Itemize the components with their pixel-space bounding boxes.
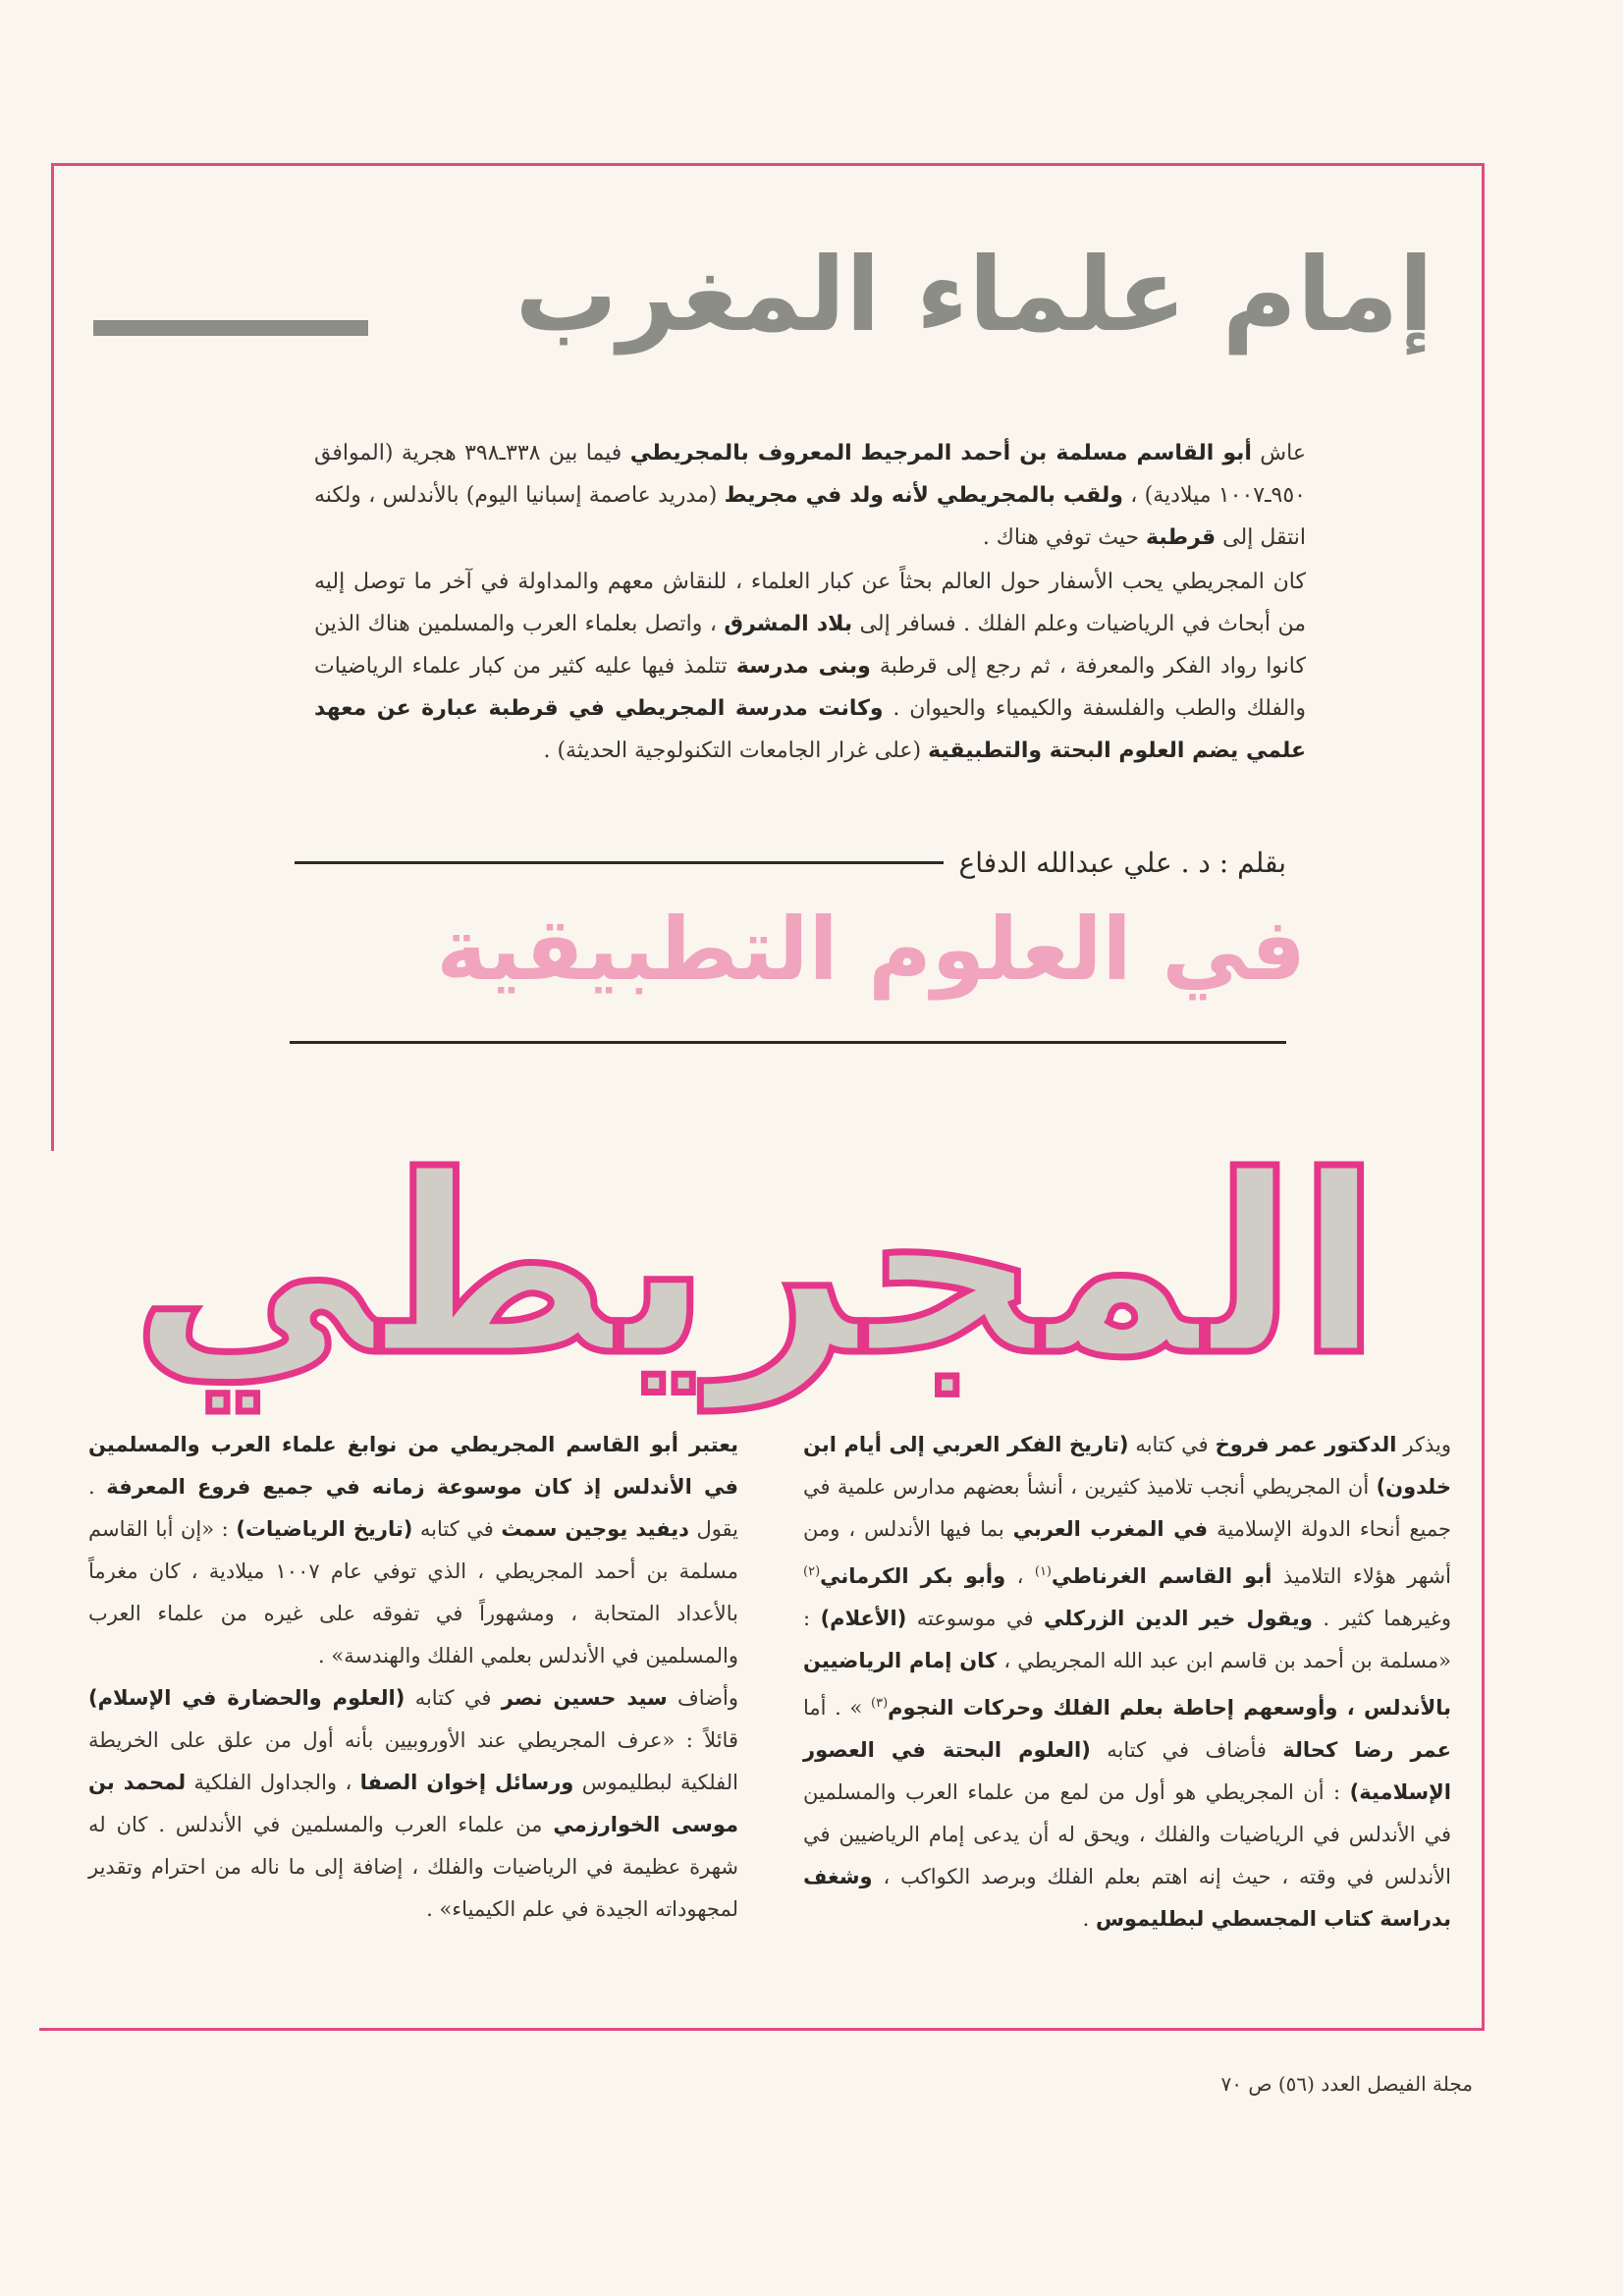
- column-left: [88, 1424, 738, 1931]
- column-right-paragraph: ويذكر الدكتور عمر فروخ في كتابه (تاريخ الفكر العربي إلى أيام ابن خلدون) أن المجريطي أنجب تلاميذ كثيرين ، أنشأ بعضهم مدارس علمية في جميع أنحاء الدولة الإسلامية في المغرب العربي بما فيها الأندلس ، ومن أشهر هؤلاء التلاميذ أبو القاسم الغرناطي$^{(١)}$ ، وأبو بكر الكرماني$^{(٢)}$ وغيرهما كثير . ويقول خير الدين الزركلي في موسوعته (الأعلام) : «مسلمة بن أحمد بن قاسم ابن عبد الله المجريطي ، كان إمام الرياضيين بالأندلس ، وأوسعهم إحاطة بعلم الفلك وحركات النجوم$^{(٣)}$ » . أما عمر رضا كحالة فأضاف في كتابه (العلوم البحتة في العصور الإسلامية) : أن المجريطي هو أول من لمع من علماء العرب والمسلمين في الأندلس في الرياضيات والفلك ، ويحق له أن يدعى إمام الرياضيين في الأندلس في وقته ، حيث إنه اهتم بعلم الفلك وبرصد الكواكب ، وشغف بدراسة كتاب المجسطي لبطليموس .: [803, 1433, 1452, 1931]
- author-byline: [295, 847, 1286, 879]
- intro-paragraph-2: كان المجريطي يحب الأسفار حول العالم بحثاً عن كبار العلماء ، للنقاش معهم والمداولة في آخر ما توصل إليه من أبحاث في الرياضيات وعلم الفلك . فسافر إلى بلاد المشرق ، واتصل بعلماء العرب والمسلمين هناك الذين كانوا رواد الفكر والمعرفة ، ثم رجع إلى قرطبة وبنى مدرسة تتلمذ فيها عليه كثير من كبار علماء الرياضيات والفلك والطب والفلسفة والكيمياء والحيوان . وكانت مدرسة المجريطي في قرطبة عبارة عن معهد علمي يضم العلوم البحتة والتطبيقية (على غرار الجامعات التكنولوجية الحديثة) .: [314, 570, 1306, 763]
- column-right: [803, 1424, 1451, 1941]
- frame-right-edge: [1482, 1139, 1485, 2031]
- column-left-paragraph-1: يعتبر أبو القاسم المجريطي من نوابغ علماء العرب والمسلمين في الأندلس إذ كان موسوعة زمانه في جميع فروع المعرفة . يقول ديفيد يوجين سمث في كتابه (تاريخ الرياضيات) : «إن أبا القاسم مسلمة بن أحمد المجريطي ، الذي توفي عام ١٠٠٧ ميلادية ، كان مغرماً بالأعداد المتحابة ، ومشهوراً في تفوقه على غيره من علماء العرب والمسلمين في الأندلس بعلمي الفلك والهندسة» .: [88, 1433, 739, 1667]
- frame-left-edge: [51, 163, 54, 1151]
- frame-bottom-edge: [39, 2028, 1485, 2031]
- footnote-ref-2: (٢): [803, 1564, 821, 1579]
- page-footer: مجلة الفيصل العدد (٥٦) ص ٧٠: [1220, 2072, 1473, 2096]
- subtitle-rule: [290, 1041, 1286, 1044]
- intro-section: [314, 432, 1306, 774]
- title-underline: [93, 320, 368, 336]
- author-name: بقلم : د . علي عبدالله الدفاع: [958, 847, 1286, 879]
- intro-paragraph-1: عاش أبو القاسم مسلمة بن أحمد المرجيط المعروف بالمجريطي فيما بين ٣٣٨ـ٣٩٨ هجرية (الموافق ٩٥٠ـ١٠٠٧ ميلادية) ، ولقب بالمجريطي لأنه ولد في مجريط (مدريد عاصمة إسبانيا اليوم) بالأندلس ، ولكنه انتقل إلى قرطبة حيث توفي هناك .: [314, 441, 1306, 550]
- column-left-paragraph-2: وأضاف سيد حسين نصر في كتابه (العلوم والحضارة في الإسلام) قائلاً : «عرف المجريطي عند الأوروبيين بأنه أول من علق على الخريطة الفلكية لبطليموس ورسائل إخوان الصفا ، والجداول الفلكية لمحمد بن موسى الخوارزمي من علماء العرب والمسلمين في الأندلس . كان له شهرة عظيمة في الرياضيات والفلك ، إضافة إلى ما ناله من احترام وتقدير لمجهوداته الجيدة في علم الكيمياء» .: [88, 1686, 739, 1921]
- scholar-name-heading: المجريطي: [131, 1123, 1381, 1409]
- byline-rule: [295, 861, 944, 864]
- article-title: إمام علماء المغرب: [514, 235, 1434, 355]
- article-subtitle: في العلوم التطبيقية: [436, 899, 1306, 1000]
- footnote-ref-1: (١): [1034, 1564, 1052, 1579]
- footnote-ref-3: (٣): [871, 1696, 889, 1711]
